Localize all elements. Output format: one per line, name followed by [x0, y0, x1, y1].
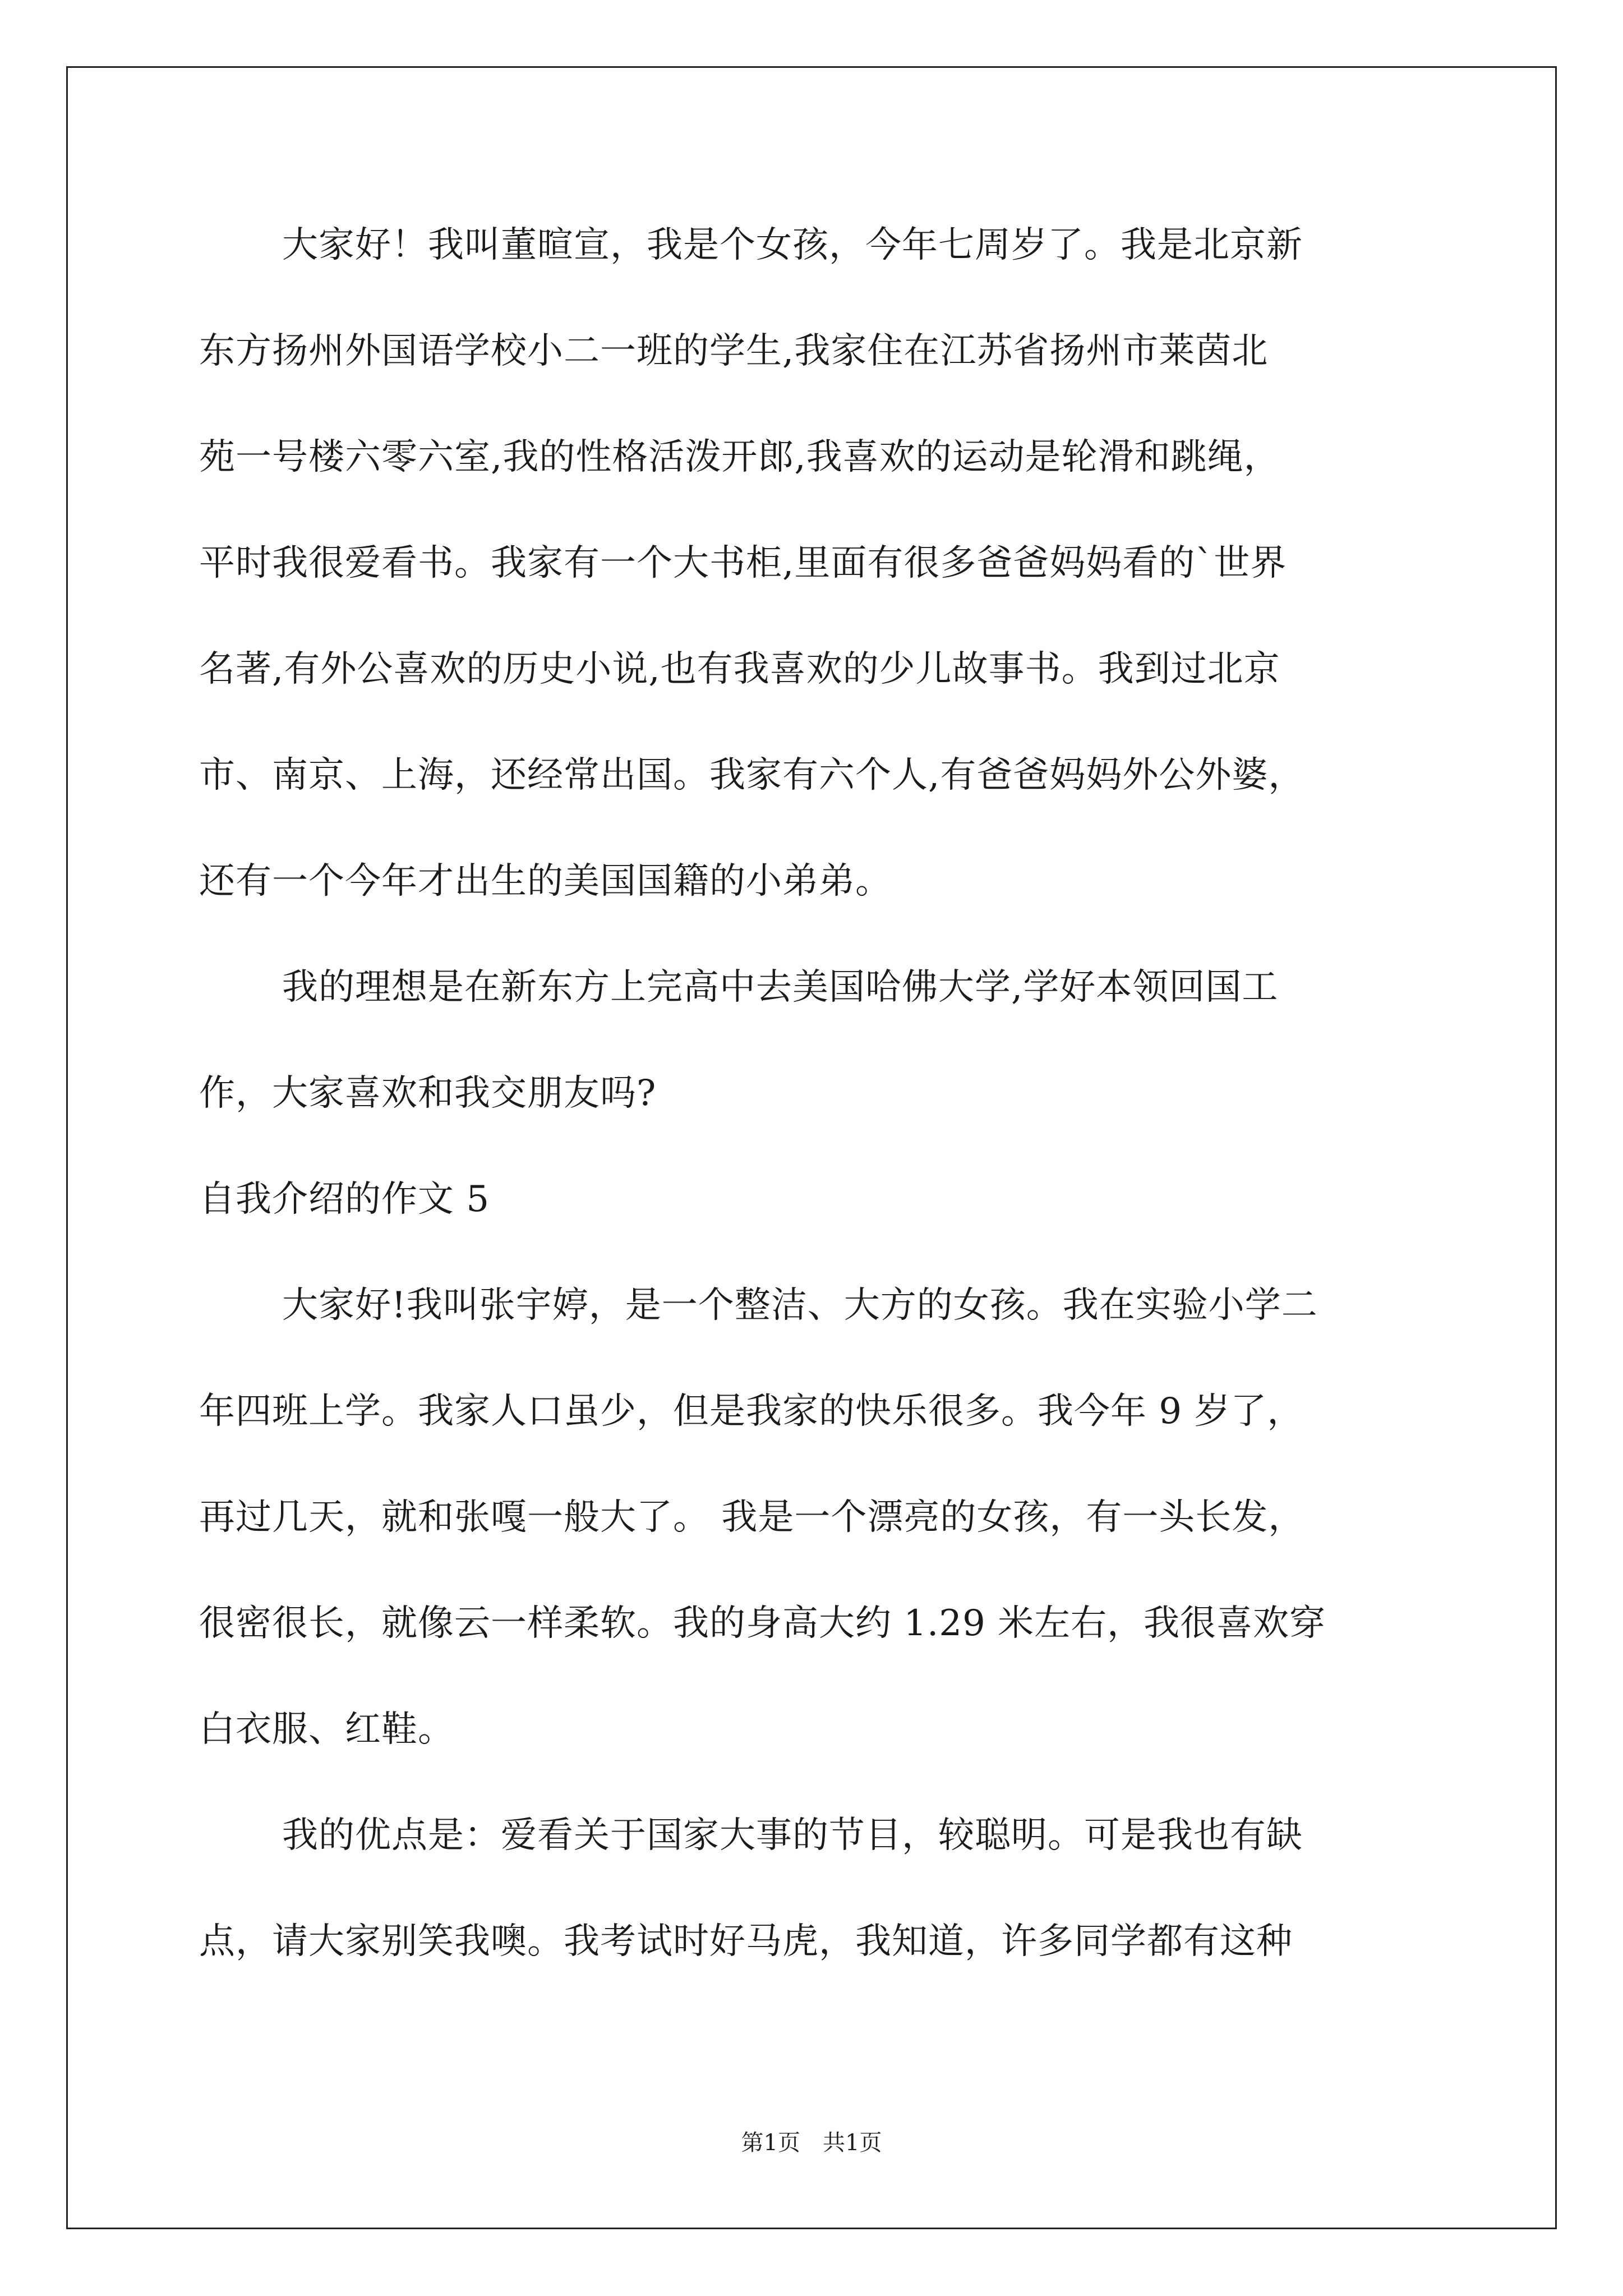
- paragraph-1-line-1: 大家好！我叫董暄宣，我是个女孩，今年七周岁了。我是北京新: [282, 224, 1303, 266]
- paragraph-2-line-2: 作，大家喜欢和我交朋友吗?: [199, 1073, 657, 1114]
- page-border: [66, 66, 1557, 2229]
- paragraph-1-line-7: 还有一个今年才出生的美国国籍的小弟弟。: [199, 861, 892, 902]
- page-number-indicator: 第1页 共1页: [741, 2130, 882, 2156]
- paragraph-3-line-3: 再过几天，就和张嘎一般大了。 我是一个漂亮的女孩，有一头长发，: [199, 1497, 1305, 1538]
- page-footer: [0, 2132, 1623, 2154]
- paragraph-2-line-1: 我的理想是在新东方上完高中去美国哈佛大学,学好本领回国工: [282, 967, 1279, 1008]
- paragraph-3-line-4: 很密很长，就像云一样柔软。我的身高大约 1.29 米左右，我很喜欢穿: [199, 1603, 1326, 1644]
- paragraph-1-line-6: 市、南京、上海，还经常出国。我家有六个人,有爸爸妈妈外公外婆，: [199, 754, 1305, 796]
- paragraph-4-line-1: 我的优点是：爱看关于国家大事的节目，较聪明。可是我也有缺: [282, 1815, 1303, 1856]
- paragraph-1-line-5: 名著,有外公喜欢的历史小说,也有我喜欢的少儿故事书。我到过北京: [199, 648, 1280, 690]
- paragraph-3-line-5: 白衣服、红鞋。: [199, 1709, 454, 1750]
- paragraph-3-line-2: 年四班上学。我家人口虽少，但是我家的快乐很多。我今年 9 岁了，: [199, 1391, 1304, 1432]
- paragraph-3-line-1: 大家好!我叫张宇婷，是一个整洁、大方的女孩。我在实验小学二: [282, 1285, 1318, 1326]
- paragraph-1-line-2: 东方扬州外国语学校小二一班的学生,我家住在江苏省扬州市莱茵北: [199, 330, 1269, 372]
- paragraph-4-line-2: 点，请大家别笑我噢。我考试时好马虎，我知道，许多同学都有这种: [199, 1921, 1293, 1962]
- section-title: 自我介绍的作文 5: [199, 1179, 490, 1220]
- paragraph-1-line-3: 苑一号楼六零六室,我的性格活泼开郎,我喜欢的运动是轮滑和跳绳，: [199, 436, 1280, 478]
- paragraph-1-line-4: 平时我很爱看书。我家有一个大书柜,里面有很多爸爸妈妈看的`世界: [199, 542, 1287, 584]
